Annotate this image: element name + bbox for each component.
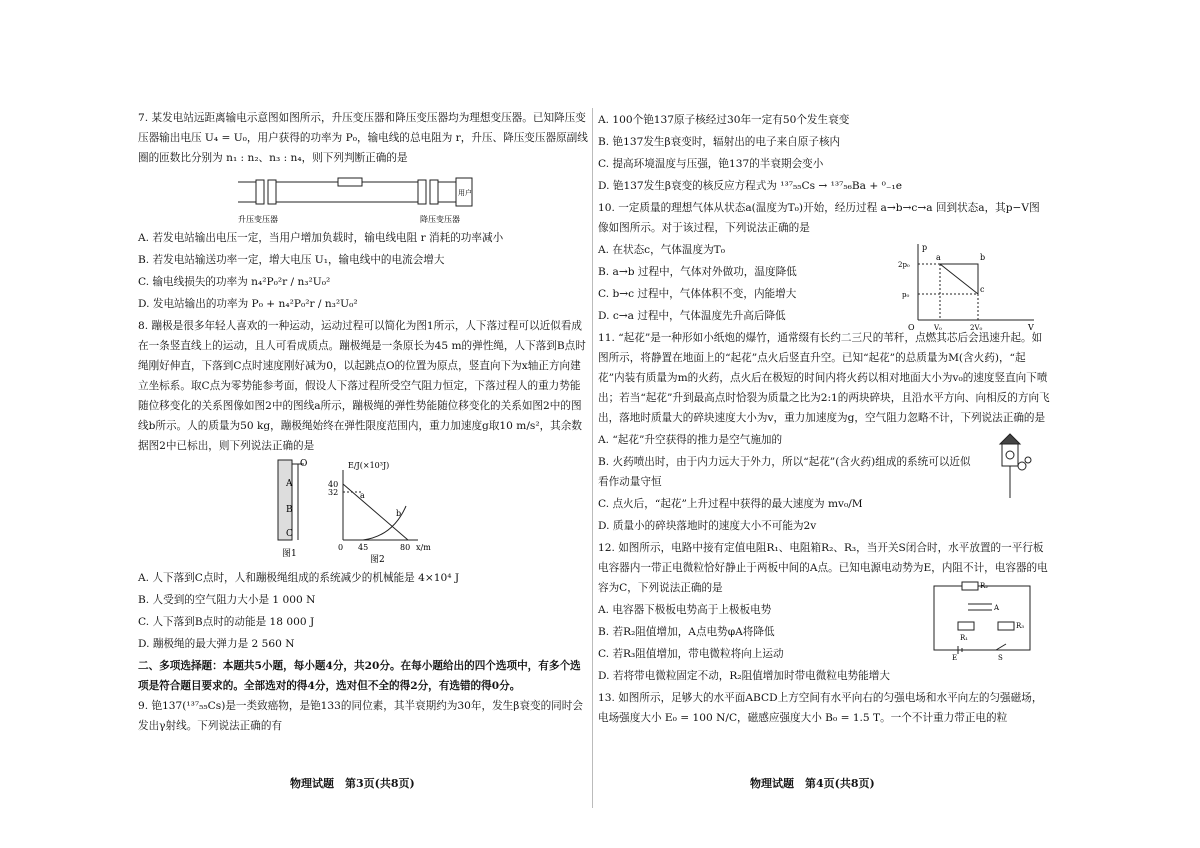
q7-fig-load-label: 用户 bbox=[458, 189, 472, 197]
q12-label-s: S bbox=[998, 654, 1003, 660]
q10-tick-2p0: 2p₀ bbox=[898, 261, 910, 269]
q12-label-r3: R₃ bbox=[1016, 622, 1025, 630]
q10-options bbox=[598, 240, 888, 326]
q8-fig2-caption: 图2 bbox=[370, 555, 385, 565]
q8-fig1-caption: 图1 bbox=[282, 549, 297, 559]
q8-fig1-point-b: B bbox=[286, 505, 293, 515]
q11-option-a: A. “起花”升空获得的推力是空气施加的 bbox=[598, 434, 783, 446]
q8-option-d: D. 蹦极绳的最大弹力是 2 560 N bbox=[138, 638, 295, 650]
q12-stem: 12. 如图所示，电路中接有定值电阻R₁、电阻箱R₂、R₃，当开关S闭合时，水平放置的一平行板电容器内一带正电微粒恰好静止于两板中间的A点。已知电源电动势为E，内阻不计，电容器的电容为C，下列说法正确的是 bbox=[598, 542, 1048, 594]
q7-option-a: A. 若发电站输出电压一定，当用户增加负载时，输电线电阻 r 消耗的功率减小 bbox=[138, 232, 504, 244]
q10-point-c: c bbox=[980, 285, 985, 294]
page-divider bbox=[592, 108, 593, 808]
page-3-footer: 物理试题 第3页(共8页) bbox=[290, 777, 415, 790]
q12-label-a: A bbox=[994, 604, 1000, 612]
q12-options bbox=[598, 600, 918, 686]
q10-point-b: b bbox=[980, 253, 986, 262]
q11-stem: 11. “起花”是一种形如小纸炮的爆竹，通常缀有长约二三尺的苇秆，点燃其芯后会迅速升起。如图所示，将静置在地面上的“起花”点火后竖直升空。已知“起花”的总质量为M(含火药)，“起花”内装有质量为m的火药，点火后在极短的时间内将火药以相对地面大小为v₀的速度竖直向下喷出；若当“起花”升到最高点时恰裂为质量之比为2:1的两块碎块，且沿水平方向、向相反的方向飞出，落地时质量大的碎块速度大小为v，重力加速度为g，空气阻力忽略不计，下列说法正确的是 bbox=[598, 332, 1050, 424]
q7-option-d: D. 发电站输出的功率为 P₀ + n₄²P₀²r / n₃²U₀² bbox=[138, 298, 358, 310]
q10-tick-2v0: 2V₀ bbox=[970, 324, 983, 332]
q9-option-d: D. 铯137发生β衰变的核反应方程式为 ¹³⁷₅₅Cs → ¹³⁷₅₆Ba + ⁰₋₁e bbox=[598, 180, 902, 192]
q12-label-r2: R₂ bbox=[980, 582, 989, 590]
q10-tick-v0: V₀ bbox=[934, 324, 942, 332]
q9-option-a: A. 100个铯137原子核经过30年一定有50个发生衰变 bbox=[598, 114, 850, 126]
q8-option-c: C. 人下落到B点时的动能是 18 000 J bbox=[138, 616, 315, 628]
q12-block bbox=[598, 582, 1050, 686]
q8-fig2-curve-b-label: b bbox=[396, 509, 402, 518]
q11-option-b: B. 火药喷出时，由于内力远大于外力，所以“起花”(含火药)组成的系统可以近似看作动量守恒 bbox=[598, 456, 971, 488]
q7-fig-step-up-label: 升压变压器 bbox=[238, 215, 278, 224]
q11-firework-figure bbox=[990, 430, 1046, 500]
q10-option-b: B. a→b 过程中，气体对外做功，温度降低 bbox=[598, 266, 797, 278]
section-2-heading: 二、多项选择题：本题共5小题，每小题4分，共20分。在每小题给出的四个选项中，有多个选项是符合题目要求的。全部选对的得4分，选对但不全的得2分，有选错的得0分。 bbox=[138, 660, 581, 692]
q12-label-r1: R₁ bbox=[960, 634, 969, 642]
q10-axis-p: p bbox=[922, 243, 928, 252]
q11-option-c: C. 点火后，“起花”上升过程中获得的最大速度为 mv₀/M bbox=[598, 498, 863, 510]
q10-tick-p0: p₀ bbox=[902, 291, 910, 299]
q10-option-a: A. 在状态c，气体温度为T₀ bbox=[598, 244, 725, 256]
q12-label-e: E bbox=[952, 654, 958, 660]
q10-point-a: a bbox=[936, 253, 941, 262]
q10-stem: 10. 一定质量的理想气体从状态a(温度为T₀)开始，经历过程 a→b→c→a 回到状态a，其p−V图像如图所示。对于该过程，下列说法正确的是 bbox=[598, 202, 1040, 234]
q8-option-b: B. 人受到的空气阻力大小是 1 000 N bbox=[138, 594, 316, 606]
q12-option-a: A. 电容器下极板电势高于上极板电势 bbox=[598, 604, 772, 616]
page-4-column bbox=[598, 108, 1050, 728]
q8-fig2-ytick-32: 32 bbox=[328, 488, 339, 497]
q8-fig2-curve-a-label: a bbox=[360, 491, 365, 500]
q8-fig2-xtick-80: 80 bbox=[400, 543, 411, 552]
q7-fig-step-down-label: 降压变压器 bbox=[420, 215, 460, 224]
q7-option-b: B. 若发电站输送功率一定，增大电压 U₁，输电线中的电流会增大 bbox=[138, 254, 445, 266]
q9-stem: 9. 铯137(¹³⁷₅₅Cs)是一类致癌物，是铯133的同位素，其半衰期约为30年，发生β衰变的同时会发出γ射线。下列说法正确的有 bbox=[138, 700, 583, 732]
q9-option-c: C. 提高环境温度与压强，铯137的半衰期会变小 bbox=[598, 158, 824, 170]
page-4-footer: 物理试题 第4页(共8页) bbox=[750, 777, 875, 790]
q12-option-c: C. 若R₃阻值增加，带电微粒将向上运动 bbox=[598, 648, 784, 660]
q12-circuit-figure bbox=[928, 580, 1038, 660]
q10-origin: O bbox=[908, 323, 915, 332]
q8-fig2-ytick-40: 40 bbox=[328, 480, 339, 489]
q13-stem: 13. 如图所示，足够大的水平面ABCD上方空间有水平向右的匀强电场和水平向左的匀强磁场，电场强度大小 E₀ = 100 N/C，磁感应强度大小 B₀ = 1.5 T。一个不计重力带正电的粒 bbox=[598, 692, 1043, 724]
q8-option-a: A. 人下落到C点时，人和蹦极绳组成的系统减少的机械能是 4×10⁴ J bbox=[138, 572, 460, 584]
q7-transmission-figure bbox=[138, 168, 590, 226]
q8-fig2-xtick-45: 45 bbox=[358, 543, 369, 552]
q7-option-c: C. 输电线损失的功率为 n₄²P₀²r / n₃²U₀² bbox=[138, 276, 331, 288]
q9-option-b: B. 铯137发生β衰变时，辐射出的电子来自原子核内 bbox=[598, 136, 841, 148]
q7-stem: 7. 某发电站远距离输电示意图如图所示，升压变压器和降压变压器均为理想变压器。已知降压变压器输出电压 U₄ = U₀，用户获得的功率为 P₀，输电线的总电阻为 r，升压、降压变压器原副线圈的匝数比分别为 n₁ : n₂、n₃ : n₄，则下列判断正确的是 bbox=[138, 112, 588, 164]
q12-option-d: D. 若将带电微粒固定不动，R₂阻值增加时带电微粒电势能增大 bbox=[598, 670, 890, 682]
q8-figures bbox=[138, 456, 590, 566]
q12-option-b: B. 若R₂阻值增加，A点电势φA将降低 bbox=[598, 626, 775, 638]
q8-fig2-xtick-0: 0 bbox=[338, 543, 344, 552]
q11-block bbox=[598, 430, 1050, 536]
q10-option-c: C. b→c 过程中，气体体积不变，内能增大 bbox=[598, 288, 797, 300]
q8-fig1-point-c: C bbox=[286, 529, 293, 539]
q10-block bbox=[598, 240, 1050, 332]
q10-option-d: D. c→a 过程中，气体温度先升高后降低 bbox=[598, 310, 786, 322]
q10-axis-v: V bbox=[1028, 323, 1034, 332]
q10-pv-diagram bbox=[898, 240, 1038, 332]
q11-option-d: D. 质量小的碎块落地时的速度大小不可能为2v bbox=[598, 520, 817, 532]
q11-options bbox=[598, 430, 978, 536]
q8-fig1-point-o: O bbox=[300, 459, 308, 469]
q8-stem: 8. 蹦极是很多年轻人喜欢的一种运动，运动过程可以简化为图1所示，人下落过程可以近似看成在一条竖直线上的运动，且人可看成质点。蹦极绳是一条原长为45 m的弹性绳，人下落到B点时绳刚好伸直，下落到C点时速度刚好减为0，以起跳点O的位置为原点，竖直向下为x轴正方向建立坐标系。取C点为零势能参考面，假设人下落过程所受空气阻力恒定，下落过程人的重力势能随位移变化的关系图像如图2中的图线a所示，蹦极绳的弹性势能随位移变化的关系如图2中的图线b所示。人的质量为50 kg，蹦极绳始终在弹性限度范围内，重力加速度g取10 m/s²，其余数据图2中已标出，则下列说法正确的是 bbox=[138, 320, 586, 452]
page-3-column bbox=[138, 108, 590, 736]
q8-fig2-xlabel: x/m bbox=[416, 543, 431, 552]
q8-fig1-point-a: A bbox=[286, 479, 293, 489]
q8-fig2-ylabel: E/J(×10³J) bbox=[348, 461, 390, 470]
